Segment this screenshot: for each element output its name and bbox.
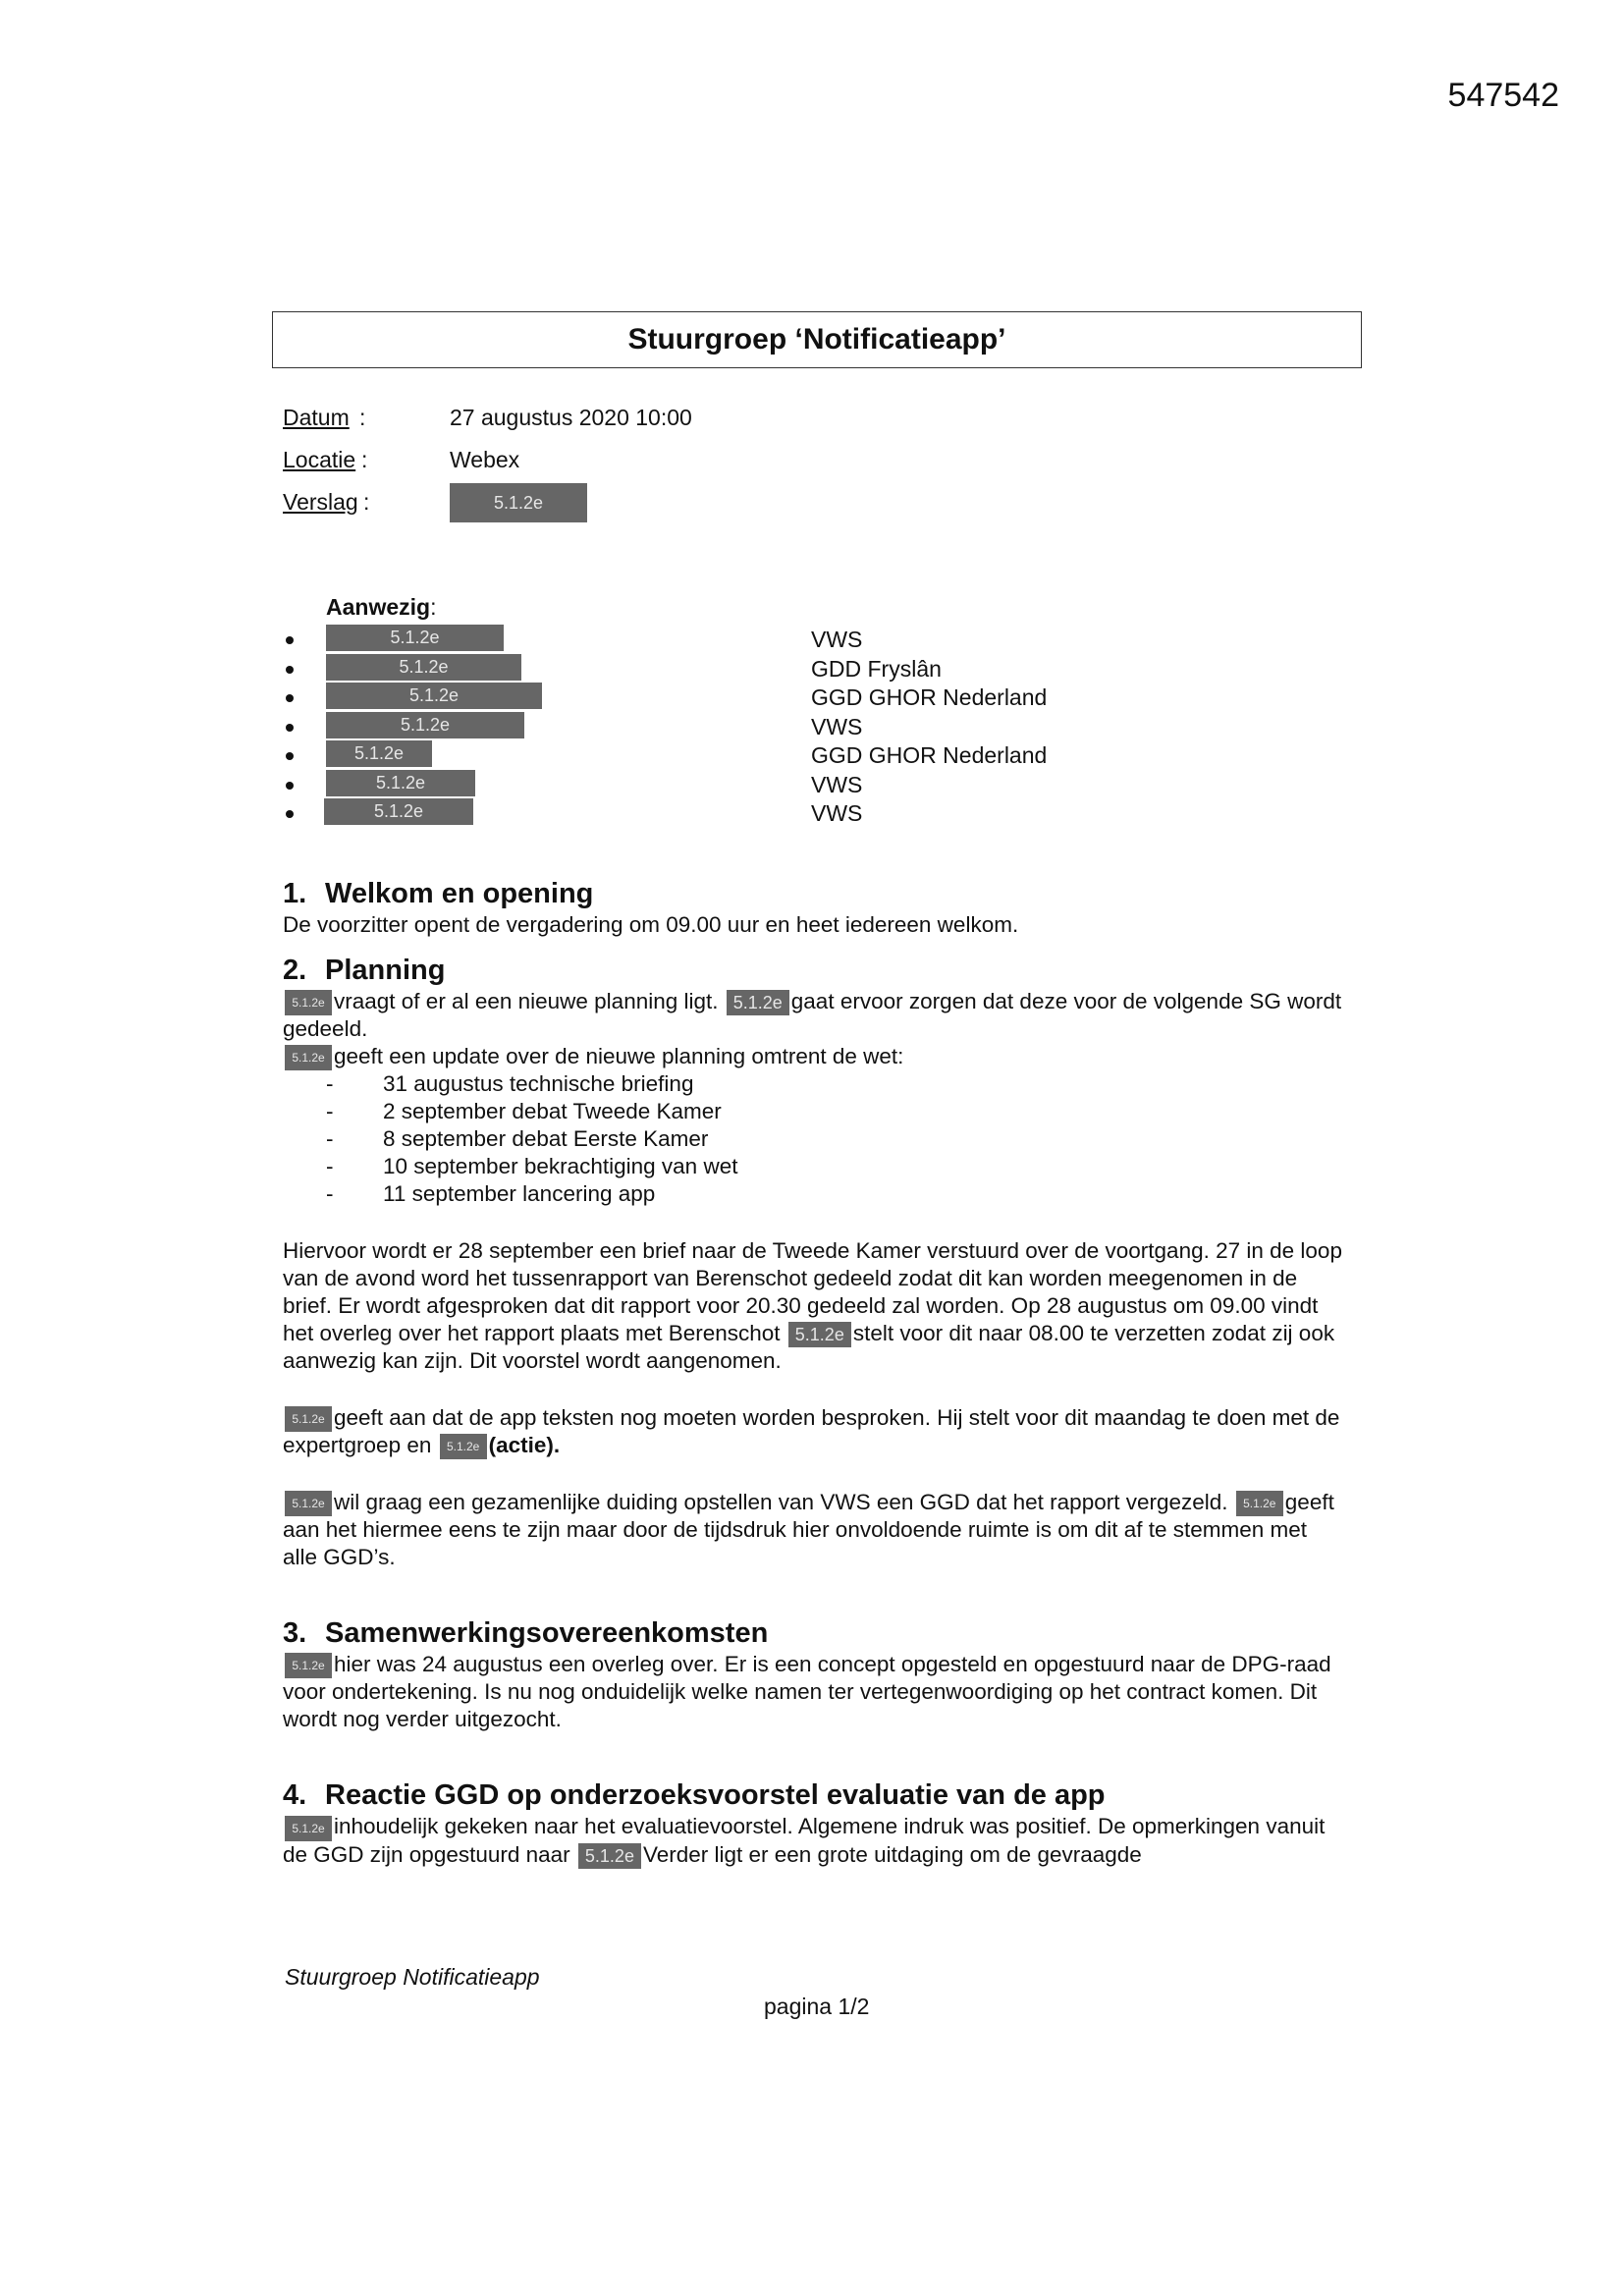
bullet-icon xyxy=(286,724,294,732)
section-welcome-text: De voorzitter opent de vergadering om 09.00 uur en heet iedereen welkom. xyxy=(283,912,1019,937)
inline-redaction: 5.1.2e xyxy=(285,1816,332,1841)
planning-dates-list xyxy=(283,1070,1343,1208)
date-value: 27 augustus 2020 10:00 xyxy=(450,405,692,430)
attendee-name-redaction: 5.1.2e xyxy=(326,654,521,681)
inline-redaction: 5.1.2e xyxy=(1236,1491,1283,1516)
section-heading-evaluation: 4. Reactie GGD op onderzoeksvoorstel evaluatie van de app xyxy=(283,1779,1106,1812)
inline-redaction: 5.1.2e xyxy=(285,1406,332,1432)
inline-redaction: 5.1.2e xyxy=(285,1491,332,1516)
section-heading-planning: 2. Planning xyxy=(283,955,446,986)
bullet-icon xyxy=(286,666,294,674)
attendee-name-redaction: 5.1.2e xyxy=(324,798,473,825)
meta-block xyxy=(283,397,692,523)
attendee-name-redaction: 5.1.2e xyxy=(326,683,542,709)
planning-paragraph-3: Hiervoor wordt er 28 september een brief naar de Tweede Kamer verstuurd over de voortgang. 27 in de loop van de avond word het tussenrapport van Berenschot gedeeld zodat dit kan worden meegenomen in de brief. Er wordt afgesproken dat dit rapport voor 20.30 gedeeld zal worden. Op 28 augustus om 09.00 vindt het overleg over het rapport plaats met Berenschot 5.1.2e stelt voor dit naar 08.00 te verzetten zodat zij ook aanwezig kan zijn. Dit voorstel wordt aangenomen. xyxy=(283,1238,1342,1374)
planning-paragraph-4: 5.1.2e geeft aan dat de app teksten nog moeten worden besproken. Hij stelt voor dit maandag te doen met de expertgroep en 5.1.2e (actie). xyxy=(283,1404,1343,1459)
inline-redaction: 5.1.2e xyxy=(440,1434,487,1459)
report-label: Verslag xyxy=(283,489,358,515)
attendee-org: GGD GHOR Nederland xyxy=(811,684,1048,710)
document-title: Stuurgroep ‘Notificatieapp’ xyxy=(272,311,1362,368)
bullet-icon xyxy=(286,782,294,790)
planning-paragraph-2: 5.1.2e geeft een update over de nieuwe planning omtrent de wet: xyxy=(283,1043,1343,1070)
section-heading-welcome: 1. Welkom en opening xyxy=(283,878,594,909)
attendee-name-redaction: 5.1.2e xyxy=(326,770,475,796)
inline-redaction: 5.1.2e xyxy=(285,1653,332,1678)
attendee-row xyxy=(283,624,863,653)
bullet-icon xyxy=(286,752,294,760)
attendee-name-redaction: 5.1.2e xyxy=(326,740,432,767)
attendee-org: VWS xyxy=(811,713,863,739)
bullet-icon xyxy=(286,636,294,644)
inline-redaction: 5.1.2e xyxy=(727,990,789,1015)
planning-paragraph-5: 5.1.2e wil graag een gezamenlijke duiding opstellen van VWS een GGD dat het rapport vergezeld. 5.1.2e geeft aan het hiermee eens te zijn maar door de tijdsdruk hier onvoldoende ruimte is om dit af te stemmen met alle GGD’s. xyxy=(283,1490,1334,1570)
attendee-row xyxy=(283,797,863,827)
list-item: - 31 augustus technische briefing xyxy=(326,1071,694,1097)
attendee-row xyxy=(283,711,863,740)
footer-title: Stuurgroep Notificatieapp xyxy=(285,1964,540,1990)
location-label: Locatie xyxy=(283,447,356,472)
report-redaction: 5.1.2e xyxy=(450,483,587,522)
inline-redaction: 5.1.2e xyxy=(788,1322,851,1347)
inline-redaction: 5.1.2e xyxy=(285,1045,332,1070)
list-item: - 2 september debat Tweede Kamer xyxy=(326,1099,722,1124)
attendee-org: GGD GHOR Nederland xyxy=(811,742,1048,768)
attendees-block xyxy=(283,590,1048,827)
attendee-row xyxy=(283,739,1048,769)
meta-date-row: Datum : 27 augustus 2020 10:00 xyxy=(283,405,692,430)
attendee-org: GDD Fryslân xyxy=(811,655,942,682)
bullet-icon xyxy=(286,810,294,818)
list-item: - 8 september debat Eerste Kamer xyxy=(326,1126,709,1152)
list-item: - 10 september bekrachtiging van wet xyxy=(326,1154,738,1179)
attendee-row xyxy=(283,682,1048,711)
attendee-name-redaction: 5.1.2e xyxy=(326,712,524,738)
minutes-body xyxy=(283,876,1343,1869)
attendees-list xyxy=(283,624,1048,827)
attendee-row xyxy=(283,769,863,798)
agreements-paragraph: 5.1.2e hier was 24 augustus een overleg over. Er is een concept opgesteld en opgestuurd naar de DPG-raad voor ondertekening. Is nu nog onduidelijk welke namen ter vertegenwoordiging op het contract komen. Dit wordt nog verder uitgezocht. xyxy=(283,1652,1331,1732)
bullet-icon xyxy=(286,694,294,702)
date-label: Datum xyxy=(283,405,350,430)
meta-location-row: Locatie : Webex xyxy=(283,447,520,472)
list-item: - 11 september lancering app xyxy=(326,1181,656,1207)
page-number: pagina 1/2 xyxy=(764,1994,870,2019)
attendee-org: VWS xyxy=(811,771,863,797)
attendee-name-redaction: 5.1.2e xyxy=(326,625,504,651)
inline-redaction: 5.1.2e xyxy=(285,990,332,1015)
section-heading-agreements: 3. Samenwerkingsovereenkomsten xyxy=(283,1617,769,1650)
attendee-org: VWS xyxy=(811,800,863,826)
inline-redaction: 5.1.2e xyxy=(578,1843,641,1869)
location-value: Webex xyxy=(450,447,520,472)
evaluation-paragraph: 5.1.2e inhoudelijk gekeken naar het evaluatievoorstel. Algemene indruk was positief. De opmerkingen vanuit de GGD zijn opgestuurd naar 5.1.2e Verder ligt er een grote uitdaging om de gevraagde xyxy=(283,1813,1343,1868)
document-id: 547542 xyxy=(1447,77,1559,114)
attendee-row xyxy=(283,653,942,683)
attendees-heading: Aanwezig: xyxy=(326,594,437,620)
planning-paragraph-1: 5.1.2e vraagt of er al een nieuwe planning ligt. 5.1.2e gaat ervoor zorgen dat deze voor de volgende SG wordt gedeeld. xyxy=(283,989,1342,1042)
attendee-org: VWS xyxy=(811,627,863,652)
meta-report-row: Verslag : 5.1.2e xyxy=(283,481,692,523)
